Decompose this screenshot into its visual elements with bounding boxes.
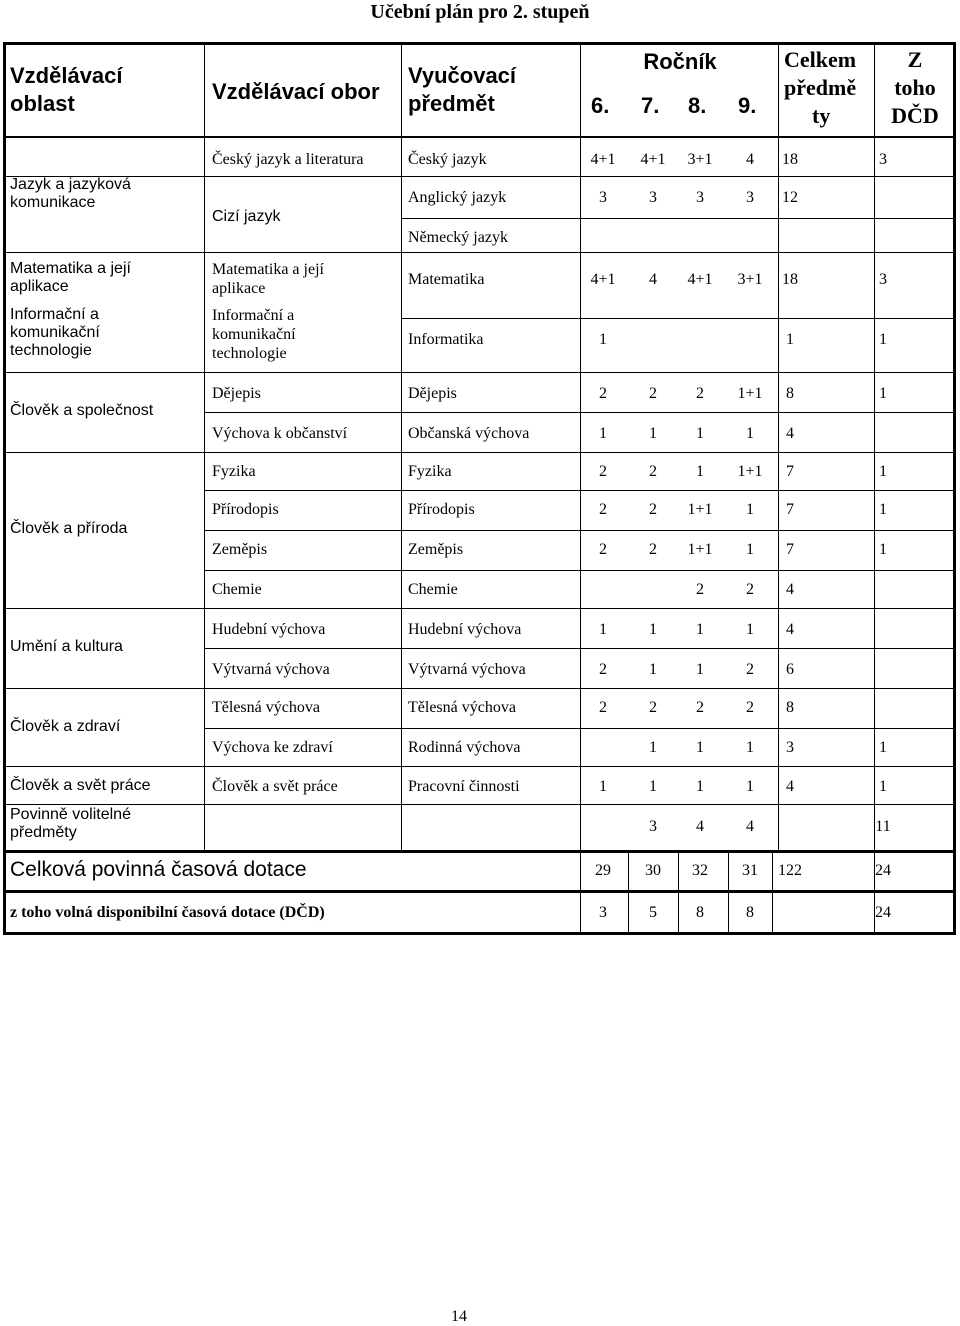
predmet-rule: [401, 218, 580, 219]
grade-8-cell: 1: [696, 778, 704, 795]
obor-matematika: Matematika a její aplikace: [212, 261, 324, 297]
grade-7-cell: 1: [649, 739, 657, 756]
header-oblast: Vzdělávací oblast: [10, 63, 123, 116]
grade-9-cell: 2: [746, 661, 754, 678]
predmet-cell: Chemie: [408, 581, 458, 598]
area-volitelne: Povinně volitelné předměty: [10, 806, 131, 841]
obor-cell: Chemie: [212, 581, 262, 598]
obor-rule: [204, 804, 401, 805]
grade-9-cell: 1: [746, 739, 754, 756]
predmet-cell: Informatika: [408, 331, 484, 348]
header-rocnik: Ročník: [643, 49, 717, 74]
total-grade: 32: [692, 862, 708, 879]
grade-8-cell: 1: [696, 661, 704, 678]
grade-9-cell: 2: [746, 699, 754, 716]
area-ict: Informační a komunikační technologie: [10, 306, 100, 359]
grade-7-cell: 2: [649, 699, 657, 716]
predmet-cell: Český jazyk: [408, 151, 487, 168]
dcd-total: 24: [875, 904, 891, 921]
dcd-cell: 3: [879, 151, 887, 168]
value-rule: [580, 176, 956, 177]
celkem-cell: 4: [786, 778, 794, 795]
grade-9-cell: 1+1: [737, 385, 763, 402]
predmet-cell: Matematika: [408, 271, 485, 288]
value-rule: [580, 728, 956, 729]
dcd-grade: 8: [696, 904, 704, 921]
total-grade: 29: [595, 862, 611, 879]
area-rule: [3, 252, 204, 253]
area-rule: [3, 608, 204, 609]
dcd-cell: 1: [879, 331, 887, 348]
predmet-rule: [401, 804, 580, 805]
grade-8-cell: 1: [696, 739, 704, 756]
grade-6-cell: 4+1: [590, 271, 616, 288]
area-jazyk: Jazyk a jazyková komunikace: [10, 176, 131, 211]
grade-7-cell: 2: [649, 501, 657, 518]
grade-6-cell: 2: [599, 661, 607, 678]
grade-7-cell: 2: [649, 541, 657, 558]
header-grade: 6.: [591, 93, 610, 118]
header-grade: 9.: [738, 93, 757, 118]
grade-8-cell: 4+1: [687, 271, 713, 288]
celkem-cell: 6: [786, 661, 794, 678]
grade-9-cell: 2: [746, 581, 754, 598]
predmet-rule: [401, 412, 580, 413]
grade-8-cell: 1+1: [687, 541, 713, 558]
grade-8-cell: 2: [696, 581, 704, 598]
obor-rule: [204, 688, 401, 689]
grade-7-cell: 2: [649, 385, 657, 402]
obor-rule: [204, 412, 401, 413]
total-celkem: 122: [778, 862, 802, 879]
grade-7-cell: 1: [649, 425, 657, 442]
obor-ict: Informační a komunikační technologie: [212, 307, 296, 362]
obor-cell: Hudební výchova: [212, 621, 326, 638]
totals-col-rule: [678, 850, 679, 935]
predmet-cell: Přírodopis: [408, 501, 475, 518]
predmet-rule: [401, 766, 580, 767]
total-dcd: 24: [875, 862, 891, 879]
obor-rule: [204, 252, 401, 253]
value-rule: [580, 218, 956, 219]
area-umeni: Umění a kultura: [10, 638, 123, 655]
dcd-cell: 1: [879, 501, 887, 518]
grade-7-cell: 1: [649, 778, 657, 795]
value-rule: [580, 570, 956, 571]
obor-cell: Tělesná výchova: [212, 699, 320, 716]
grade-7-cell: 3: [649, 818, 657, 835]
dcd-cell: 3: [879, 271, 887, 288]
area-rule: [3, 766, 204, 767]
area-rule: [3, 372, 204, 373]
table-top-border: [3, 42, 956, 45]
celkem-cell: 8: [786, 385, 794, 402]
totals-col-rule: [728, 850, 729, 935]
predmet-rule: [401, 688, 580, 689]
grade-9-cell: 1: [746, 778, 754, 795]
grade-6-cell: 4+1: [590, 151, 616, 168]
celkem-cell: 4: [786, 621, 794, 638]
totals-mid-rule: [3, 890, 956, 893]
grade-8-cell: 1: [696, 425, 704, 442]
predmet-cell: Německý jazyk: [408, 229, 508, 246]
total-label: Celková povinná časová dotace: [10, 858, 307, 881]
predmet-cell: Výtvarná výchova: [408, 661, 526, 678]
value-rule: [580, 804, 956, 805]
predmet-rule: [401, 252, 580, 253]
grade-7-cell: 4: [649, 271, 657, 288]
obor-rule: [204, 608, 401, 609]
value-rule: [580, 452, 956, 453]
obor-rule: [204, 452, 401, 453]
grade-8-cell: 1: [696, 621, 704, 638]
predmet-cell: Občanská výchova: [408, 425, 530, 442]
grade-9-cell: 1+1: [737, 463, 763, 480]
area-rule: [3, 804, 204, 805]
grade-7-cell: 3: [649, 189, 657, 206]
header-grade: 8.: [688, 93, 707, 118]
grade-6-cell: 2: [599, 501, 607, 518]
grade-6-cell: 2: [599, 699, 607, 716]
area-spolecnost: Člověk a společnost: [10, 402, 154, 419]
dcd-cell: 1: [879, 739, 887, 756]
header-obor: Vzdělávací obor: [212, 79, 380, 104]
header-bottom-rule: [3, 136, 956, 138]
grade-7-cell: 4+1: [640, 151, 666, 168]
grade-8-cell: 1+1: [687, 501, 713, 518]
grade-8-cell: 1: [696, 463, 704, 480]
grade-6-cell: 2: [599, 385, 607, 402]
obor-cell: Člověk a svět práce: [212, 778, 338, 795]
dcd-grade: 5: [649, 904, 657, 921]
grade-8-cell: 4: [696, 818, 704, 835]
area-matematika: Matematika a její aplikace: [10, 260, 131, 295]
page-title: Učební plán pro 2. stupeň: [370, 1, 590, 23]
grade-6-cell: 1: [599, 331, 607, 348]
area-priroda: Člověk a příroda: [10, 520, 128, 537]
grade-6-cell: 1: [599, 778, 607, 795]
grade-6-cell: 2: [599, 541, 607, 558]
dcd-label: z toho volná disponibilní časová dotace (DČD): [10, 904, 325, 921]
celkem-cell: 12: [782, 189, 798, 206]
celkem-cell: 7: [786, 541, 794, 558]
dcd-cell: 1: [879, 385, 887, 402]
area-svet-prace: Člověk a svět práce: [10, 777, 151, 794]
grade-8-cell: 2: [696, 385, 704, 402]
obor-cell: Fyzika: [212, 463, 256, 480]
value-rule: [580, 412, 956, 413]
obor-cell: Zeměpis: [212, 541, 268, 558]
grade-9-cell: 1: [746, 621, 754, 638]
obor-cell: Přírodopis: [212, 501, 279, 518]
dcd-cell: 1: [879, 778, 887, 795]
obor-cizi-jazyk: Cizí jazyk: [212, 208, 281, 225]
predmet-rule: [401, 372, 580, 373]
predmet-cell: Tělesná výchova: [408, 699, 516, 716]
page-number: 14: [451, 1308, 467, 1325]
predmet-cell: Pracovní činnosti: [408, 778, 520, 795]
predmet-rule: [401, 570, 580, 571]
grade-6-cell: 1: [599, 425, 607, 442]
value-rule: [580, 490, 956, 491]
celkem-cell: 4: [786, 425, 794, 442]
predmet-cell: Fyzika: [408, 463, 452, 480]
obor-cell: Český jazyk a literatura: [212, 151, 364, 168]
value-rule: [580, 766, 956, 767]
predmet-cell: Anglický jazyk: [408, 189, 507, 206]
grade-9-cell: 3: [746, 189, 754, 206]
grade-9-cell: 1: [746, 541, 754, 558]
obor-cell: Výtvarná výchova: [212, 661, 330, 678]
header-predmet: Vyučovací předmět: [408, 63, 517, 116]
obor-rule: [204, 372, 401, 373]
header-celkem: Celkem předmě ty: [784, 47, 857, 128]
grade-7-cell: 2: [649, 463, 657, 480]
dcd-cell: 11: [875, 818, 891, 835]
predmet-rule: [401, 530, 580, 531]
total-grade: 30: [645, 862, 661, 879]
predmet-rule: [401, 452, 580, 453]
value-rule: [580, 318, 956, 319]
table-bottom-border: [3, 932, 956, 935]
dcd-cell: 1: [879, 541, 887, 558]
grade-8-cell: 3+1: [687, 151, 713, 168]
obor-rule: [204, 648, 401, 649]
celkem-cell: 4: [786, 581, 794, 598]
area-rule: [3, 688, 204, 689]
obor-rule: [204, 570, 401, 571]
dcd-grade: 8: [746, 904, 754, 921]
value-rule: [580, 648, 956, 649]
totals-col-rule: [628, 850, 629, 935]
grade-6-cell: 3: [599, 189, 607, 206]
grade-6-cell: 1: [599, 621, 607, 638]
grade-9-cell: 4: [746, 151, 754, 168]
value-rule: [580, 688, 956, 689]
grade-8-cell: 2: [696, 699, 704, 716]
value-rule: [580, 372, 956, 373]
predmet-rule: [401, 490, 580, 491]
grade-9-cell: 3+1: [737, 271, 763, 288]
dcd-cell: 1: [879, 463, 887, 480]
dcd-grade: 3: [599, 904, 607, 921]
predmet-rule: [401, 318, 580, 319]
predmet-rule: [401, 728, 580, 729]
celkem-cell: 18: [782, 271, 798, 288]
celkem-cell: 8: [786, 699, 794, 716]
predmet-cell: Zeměpis: [408, 541, 464, 558]
celkem-cell: 7: [786, 463, 794, 480]
obor-rule: [204, 728, 401, 729]
totals-col-rule: [580, 850, 581, 935]
grade-6-cell: 2: [599, 463, 607, 480]
value-rule: [580, 608, 956, 609]
value-rule: [580, 252, 956, 253]
area-rule: [3, 452, 204, 453]
obor-rule: [204, 490, 401, 491]
grade-7-cell: 1: [649, 661, 657, 678]
grade-9-cell: 1: [746, 425, 754, 442]
celkem-cell: 7: [786, 501, 794, 518]
value-rule: [580, 530, 956, 531]
obor-rule: [204, 176, 401, 177]
predmet-cell: Rodinná výchova: [408, 739, 521, 756]
obor-rule: [204, 530, 401, 531]
obor-cell: Výchova k občanství: [212, 425, 348, 442]
grade-9-cell: 1: [746, 501, 754, 518]
predmet-rule: [401, 648, 580, 649]
celkem-cell: 3: [786, 739, 794, 756]
grade-8-cell: 3: [696, 189, 704, 206]
predmet-rule: [401, 176, 580, 177]
grade-9-cell: 4: [746, 818, 754, 835]
celkem-cell: 18: [782, 151, 798, 168]
obor-rule: [204, 766, 401, 767]
predmet-rule: [401, 608, 580, 609]
obor-cell: Výchova ke zdraví: [212, 739, 333, 756]
area-zdravi: Člověk a zdraví: [10, 718, 121, 735]
obor-cell: Dějepis: [212, 385, 261, 402]
header-dcd: Z toho DČD: [891, 47, 939, 128]
celkem-cell: 1: [786, 331, 794, 348]
total-grade: 31: [742, 862, 758, 879]
header-grade: 7.: [641, 93, 660, 118]
predmet-cell: Hudební výchova: [408, 621, 522, 638]
predmet-cell: Dějepis: [408, 385, 457, 402]
totals-top-rule: [3, 850, 956, 853]
grade-7-cell: 1: [649, 621, 657, 638]
